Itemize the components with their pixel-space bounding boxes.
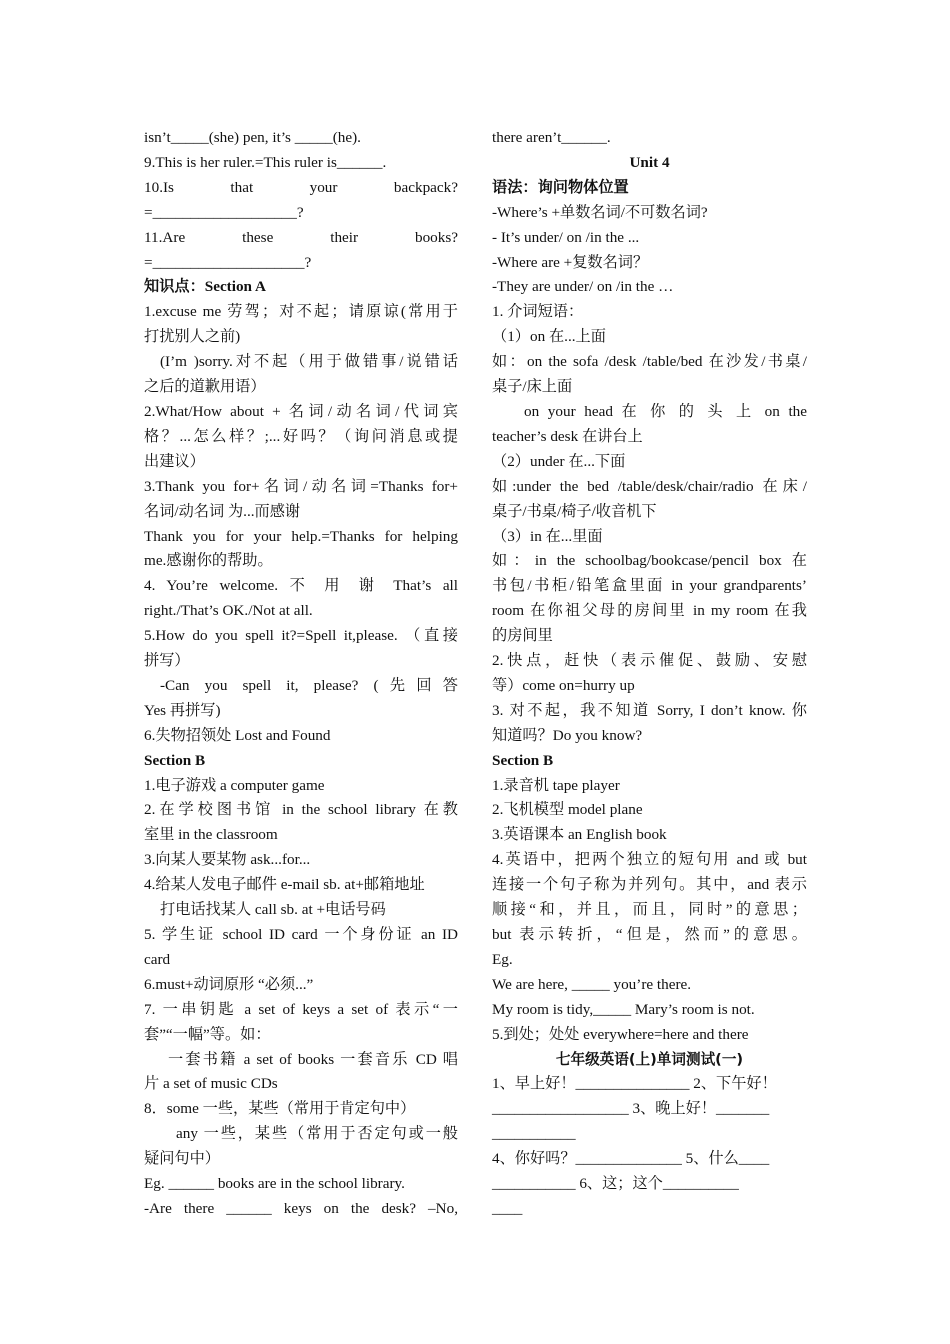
text-line: 书包/书柜/铅笔盒里面 in your grandparents’ [492, 577, 807, 595]
text-line: 2.快点，赶快（表示催促、鼓励、安慰 [492, 652, 807, 670]
text-line: 1.电子游戏 a computer game [144, 776, 325, 794]
text-line: （2）under 在...下面 [492, 452, 626, 470]
text-line: any 一些，某些（常用于否定句或一般 [176, 1125, 458, 1143]
text-line: 4、你好吗？______________ 5、什么____ [492, 1150, 770, 1168]
text-line: （1）on 在...上面 [492, 328, 606, 346]
text-line: 3.向某人要某物 ask...for... [144, 851, 311, 869]
text-line: 出建议） [144, 452, 205, 470]
text-line: ___________ [492, 1125, 576, 1143]
text-line: 5.How do you spell it?=Spell it,please. （直接 [144, 627, 458, 645]
text-line: teacher’s desk 在讲台上 [492, 427, 643, 445]
text-line: 知道吗？Do you know? [492, 726, 643, 744]
unit-title: Unit 4 [629, 153, 670, 171]
text-line: 1、早上好！_______________ 2、下午好！ [492, 1075, 777, 1093]
text-line: 1. 介词短语： [492, 303, 584, 321]
text-line: 等）come on=hurry up [492, 676, 635, 694]
section-heading: Section B [492, 751, 554, 769]
text-line: 4.给某人发电子邮件 e-mail sb. at+邮箱地址 [144, 876, 425, 894]
text-line: 连接一个句子称为并列句。其中，and 表示 [492, 876, 807, 894]
text-line: 11.Are these their books? [144, 228, 458, 246]
text-line: Yes 再拼写) [144, 701, 221, 719]
text-line: My room is tidy,_____ Mary’s room is not. [492, 1000, 755, 1018]
text-line: -Are there ______ keys on the desk? –No, [144, 1199, 458, 1217]
text-line: 3. 对不起，我不知道 Sorry, I don’t know. 你 [492, 701, 807, 719]
text-line: on your head 在 你 的 头 上 on the [524, 402, 807, 420]
left-column [144, 126, 458, 1222]
text-line: 2.在学校图书馆 in the school library 在教 [144, 801, 458, 819]
text-line: 室里 in the classroom [144, 826, 278, 844]
text-line: We are here, _____ you’re there. [492, 975, 692, 993]
text-line: -Where’s +单数名词/不可数名词? [492, 203, 708, 221]
text-line: ___________ 6、这；这个__________ [492, 1175, 739, 1193]
text-line: - It’s under/ on /in the ... [492, 228, 640, 246]
text-line: me.感谢你的帮助。 [144, 552, 273, 570]
text-line: 4. You’re welcome. 不 用 谢 That’s all [144, 577, 458, 595]
text-line: 8．some 一些，某些（常用于肯定句中） [144, 1100, 416, 1118]
text-line: 2.What/How about + 名词/动名词/代词宾 [144, 402, 458, 420]
text-line: 桌子/床上面 [492, 378, 573, 396]
text-line: =____________________? [144, 253, 312, 271]
text-line: 的房间里 [492, 627, 553, 645]
text-line: -Can you spell it, please? (先回答 [160, 676, 458, 694]
text-line: 7. 一串钥匙 a set of keys a set of 表示“一 [144, 1000, 458, 1018]
text-line: 顺接“和，并且，而且，同时”的意思； [492, 901, 807, 919]
text-line: there aren’t______. [492, 129, 611, 146]
text-line: 9.This is her ruler.=This ruler is______. [144, 153, 387, 171]
text-line: card [144, 950, 171, 968]
test-title: 七年级英语(上)单词测试(一) [555, 1050, 744, 1068]
text-line: 桌子/书桌/椅子/收音机下 [492, 502, 657, 520]
text-line: 4.英语中，把两个独立的短句用 and 或 but [492, 851, 807, 869]
text-line: 6.must+动词原形 “必须...” [144, 975, 314, 993]
text-line: 6.失物招领处 Lost and Found [144, 726, 331, 744]
section-heading: 知识点：Section A [144, 278, 266, 296]
text-line: 一套书籍 a set of books 一套音乐 CD 唱 [168, 1050, 458, 1068]
text-line: 名词/动名词 为...而感谢 [144, 502, 301, 520]
text-line: 1.录音机 tape player [492, 776, 620, 794]
text-line: 格？...怎么样？;...好吗？（询问消息或提 [144, 427, 458, 445]
text-line: __________________ 3、晚上好！_______ [492, 1100, 770, 1118]
text-line: isn’t_____(she) pen, it’s _____(he). [144, 129, 361, 146]
text-line: 2.飞机模型 model plane [492, 801, 643, 819]
text-line: 之后的道歉用语） [144, 378, 266, 396]
text-line: room 在你祖父母的房间里 in my room 在我 [492, 602, 807, 620]
text-line: Thank you for your help.=Thanks for helping [144, 527, 458, 545]
section-heading: 语法：询问物体位置 [492, 178, 629, 196]
text-line: Eg. ______ books are in the school library. [144, 1175, 405, 1193]
text-line: 5.到处；处处 everywhere=here and there [492, 1025, 749, 1043]
text-line: Eg. [492, 950, 513, 968]
text-line: -They are under/ on /in the … [492, 278, 674, 296]
text-line: 疑问句中） [144, 1150, 220, 1168]
text-line: （3）in 在...里面 [492, 527, 603, 545]
text-line: 1.excuse me 劳驾；对不起；请原谅(常用于 [144, 303, 458, 321]
text-line: 5. 学生证 school ID card 一个身份证 an ID [144, 926, 458, 943]
text-line: 如：in the schoolbag/bookcase/pencil box 在 [492, 552, 807, 570]
section-heading: Section B [144, 751, 206, 769]
text-line: 拼写） [144, 652, 190, 670]
text-line: -Where are +复数名词？ [492, 253, 649, 271]
text-line: 打电话找某人 call sb. at +电话号码 [160, 901, 386, 919]
text-line: ____ [492, 1199, 523, 1217]
text-line: 打扰别人之前) [144, 328, 241, 346]
text-line: but 表示转折，“但是，然而”的意思。 [492, 926, 807, 943]
text-line: 3.英语课本 an English book [492, 826, 667, 844]
text-line: 片 a set of music CDs [144, 1075, 278, 1093]
text-line: =___________________? [144, 203, 304, 221]
text-line: 3.Thank you for+名词/动名词=Thanks for+ [144, 477, 458, 495]
text-line: 如:under the bed /table/desk/chair/radio 在床/ [492, 477, 807, 495]
right-column [492, 126, 807, 1222]
text-line: right./That’s OK./Not at all. [144, 602, 313, 620]
text-line: 套”“一幅”等。如： [144, 1025, 271, 1043]
text-line: 10.Is that your backpack? [144, 178, 458, 196]
text-line: 如：on the sofa /desk /table/bed 在沙发/书桌/ [492, 353, 807, 371]
text-line: (I’m )sorry.对不起（用于做错事/说错话 [160, 353, 458, 371]
